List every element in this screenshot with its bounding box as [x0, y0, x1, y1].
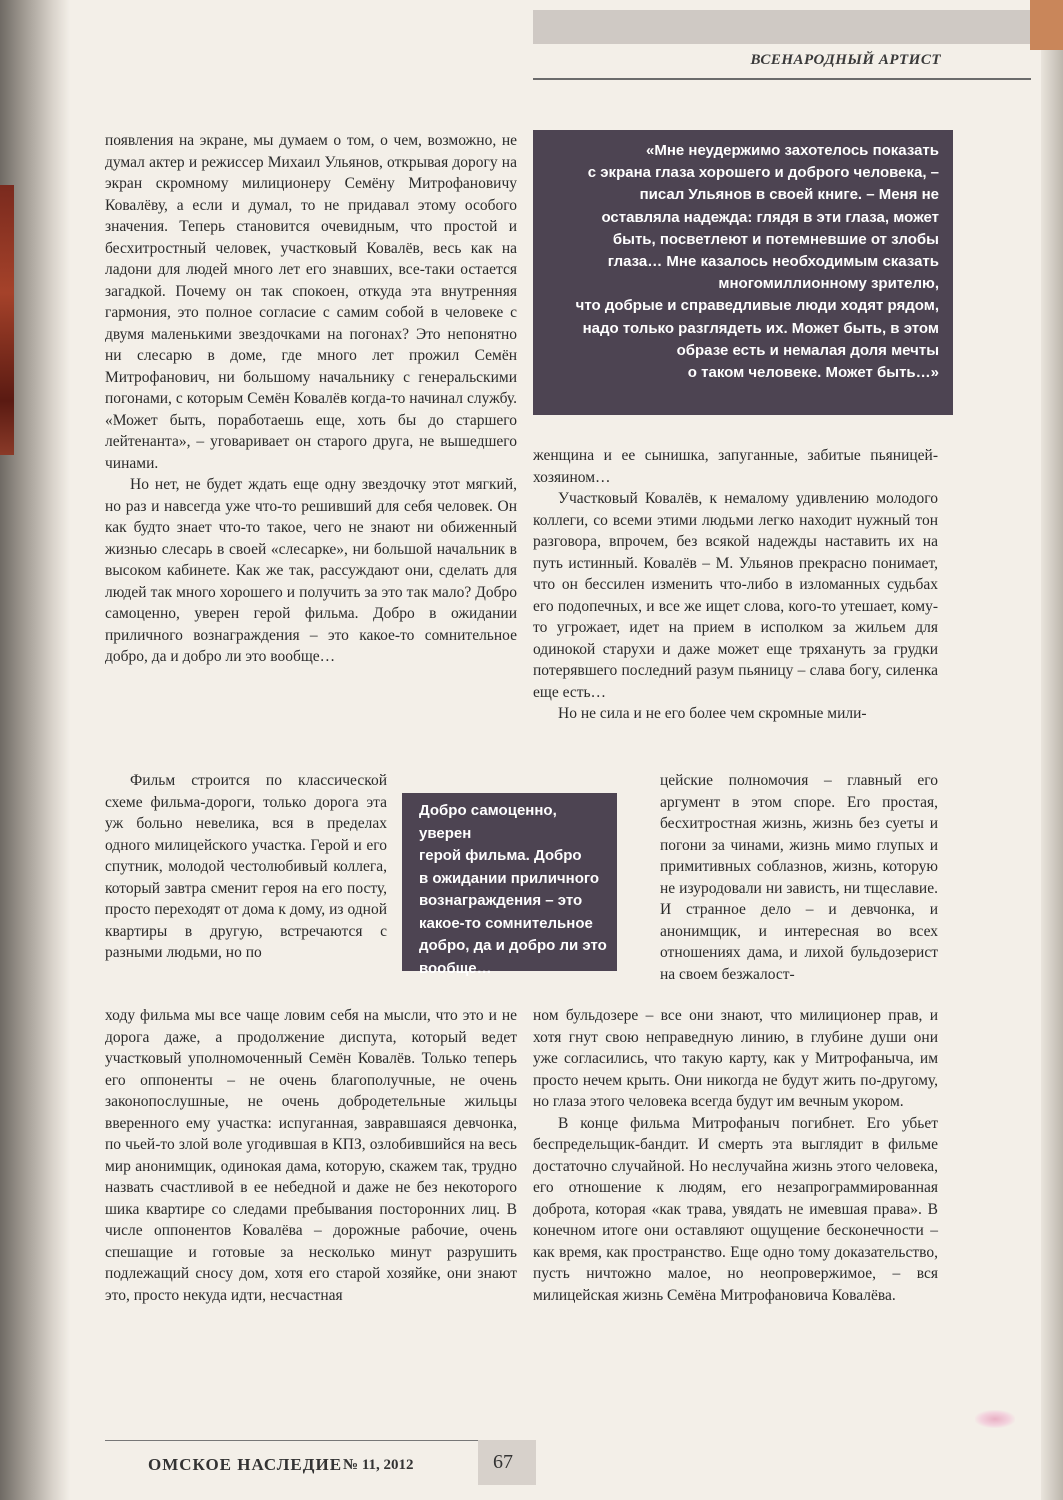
- decorative-flower-mark: [975, 1410, 1015, 1428]
- article-column-right-narrow: [660, 770, 938, 985]
- quote-line: «Мне неудержимо захотелось показать: [646, 142, 939, 159]
- pull-quote-line: герой фильма. Добро: [419, 847, 582, 864]
- pull-quote-line: какое-то сомнительное: [419, 914, 593, 932]
- article-column-right-bottom: [533, 1005, 938, 1306]
- paragraph: Но нет, не будет ждать еще одну звездочку этот мягкий, но раз и навсегда уже что-то решивший для себя человек. Он как будто знает что-то такое, чего не знают ни обиженный жизнью слесарь в своей «слесарке», ни большой начальник в высоком кабинете. Как же так, рассуждают они, сделать для людей так много хорошего и получить за это так мало? Добро самоценно, уверен герой фильма. Добро в ожидании приличного вознаграждения – это какое-то сомнительное добро, да и добро ли это вообще…: [105, 476, 517, 665]
- quote-line: о таком человеке. Может быть…»: [687, 364, 939, 382]
- quote-line: писал Ульянов в своей книге. – Меня не: [639, 186, 939, 204]
- paragraph: Но не сила и не его более чем скромные мили-: [558, 705, 867, 722]
- quote-line: надо только разглядеть их. Может быть, в этом: [582, 319, 939, 337]
- paragraph: цейские полномочия – главный его аргумент в этом споре. Его простая, бесхитростная жизнь, жизнь без суеты и погони за чинами, жизнь мимо глупых и примитивных соблазнов, жизнь, которую не изуродовали ни зависть, ни тщеславие. И странное дело – и девчонка, и анонимщик, и интересная во всех отношениях дама, и лихой бульдозерист на своем безжалост-: [660, 772, 938, 983]
- pull-quote-line: добро, да и добро ли это: [419, 937, 607, 954]
- adjacent-page-photo-edge: [0, 185, 14, 455]
- quote-box: [533, 130, 953, 415]
- article-column-left-narrow: [105, 770, 387, 964]
- quote-line: что добрые и справедливые люди ходят рядом,: [575, 297, 939, 315]
- page-right-edge: [1041, 0, 1063, 1500]
- pull-quote-line: вообще…: [419, 959, 492, 977]
- quote-line: образе есть и немалая доля мечты: [676, 341, 939, 359]
- issue-number: № 11, 2012: [343, 1457, 414, 1473]
- pull-quote-line: в ожидании приличного: [419, 869, 600, 887]
- quote-line: глаза… Мне казалось необходимым сказать: [607, 253, 939, 271]
- article-column-left-bottom: [105, 1005, 517, 1306]
- quote-line: оставляла надежда: глядя в эти глаза, может: [601, 208, 939, 226]
- quote-line: многомиллионному зрителю,: [718, 275, 939, 293]
- header-accent: [1030, 0, 1063, 50]
- page-number: 67: [493, 1451, 513, 1473]
- pull-quote-line: Добро самоценно, уверен: [419, 802, 557, 842]
- quote-line: с экрана глаза хорошего и доброго человека, –: [587, 164, 939, 182]
- paragraph: появления на экране, мы думаем о том, о чем, возможно, не думал актер и режиссер Михаил Ульянов, открывая дорогу на экран скромному милиционеру Семёну Митрофановичу Ковалёву, а если и думал, то не придавал этому особого значения. Теперь становится очевидным, что простой и бесхитростный человек, участковый Ковалёв, весь как на ладони для людей много лет его знавших, все-таки остается загадкой. Почему он так спокоен, откуда эта внутренняя гармония, это полное согласие с самим собой в человеке с двумя маленькими звездочками на погонах? Это непонятно ни слесарю в доме, где много лет прожил Семён Митрофанович, ни большому начальнику с генеральскими погонами, с которым Семён Ковалёв когда-то начинал службу. «Может быть, поработаешь еще, хоть бы до старшего лейтенанта», – уговаривает он старого друга, не вышедшего чинами.: [105, 132, 517, 472]
- footer-rule: [105, 1440, 478, 1441]
- paragraph: женщина и ее сынишка, запуганные, забитые пьяницей-хозяином…: [533, 447, 938, 486]
- paragraph: Участковый Ковалёв, к немалому удивлению молодого коллеги, со всеми этими людьми легко находит нужный тон разговора, впрочем, без всякой надежды наставить их на путь истинный. Ковалёв – М. Ульянов прекрасно понимает, что он бессилен изменить что-либо в изломанных судьбах его подопечных, и все же ищет слова, кого-то утешает, кому-то угрожает, идет на прием в исполком за жильем для одинокой старухи и даже может еще тряхануть за грудки потерявшего последний разум пьяницу – слава богу, силенка еще есть…: [533, 490, 938, 701]
- section-title: ВСЕНАРОДНЫЙ АРТИСТ: [750, 52, 941, 68]
- header-rule: [533, 78, 1031, 80]
- pull-quote-line: вознаграждения – это: [419, 892, 583, 909]
- article-column-right-top: [533, 445, 938, 725]
- header-band: [533, 10, 1041, 44]
- paragraph: ном бульдозере – все они знают, что милиционер прав, и хотя гнут свою неправедную линию, в глубине души они уже согласились, что такую карту, как у Митрофаныча, им просто нечем крыть. Они никогда не будут жить по-другому, но глаза этого человека всегда будут им вечным укором.: [533, 1007, 938, 1110]
- paragraph: В конце фильма Митрофаныч погибнет. Его убьет беспредельщик-бандит. И смерть эта выглядит в фильме достаточно случайной. Но неслучайна жизнь этого человека, его отношение к людям, его незапрограммированная доброта, которая «как трава, увядать не имевшая права». В конечном итоге они оставляют ощущение бесконечности – как время, как пространство. Еще одно тому доказательство, пусть ничтожно малое, но неопровержимое, – вся милицейская жизнь Семёна Митрофановича Ковалёва.: [533, 1114, 938, 1304]
- pull-quote: [402, 793, 617, 977]
- article-column-left-top: [105, 130, 517, 668]
- paragraph: Фильм строится по классической схеме фильма-дороги, только дорога эта уж больно невелика, вся в пределах одного милицейского участка. Герой и его спутник, молодой честолюбивый коллега, который завтра сменит героя на его посту, просто переходят от дома к дому, из одной квартиры в другую, встречаются с разными людьми, но по: [105, 772, 387, 961]
- quote-line: быть, посветлеют и потемневшие от злобы: [612, 230, 939, 248]
- paragraph: ходу фильма мы все чаще ловим себя на мысли, что это и не дорога даже, а продолжение диспута, который ведет участковый уполномоченный Семён Ковалёв. Только теперь его оппоненты – не очень благополучные, не очень законопослушные, не очень добродетельные жильцы вверенного ему участка: испуганная, завравшаяся девчонка, по чьей-то злой воле угодившая в КПЗ, озлобившийся на весь мир анонимщик, одинокая дама, которую, скажем так, трудно назвать счастливой в ее небедной и даже не без некоторого шика квартире со следами пребывания посторонних лиц. В числе оппонентов Ковалёва – дорожные рабочие, очень спешащие и готовые за несколько минут разрушить подлежащий сносу дом, хотя его старой хозяйке, они знают это, просто некуда идти, несчастная: [105, 1007, 517, 1304]
- magazine-title: ОМСКОЕ НАСЛЕДИЕ: [148, 1455, 343, 1474]
